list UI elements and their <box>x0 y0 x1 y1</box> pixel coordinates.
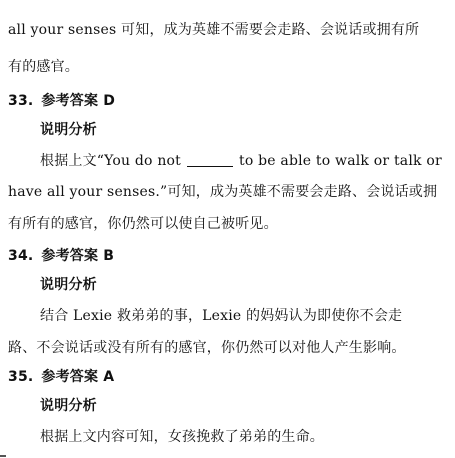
analysis-line: 路、不会说话或没有所有的感官，你仍然可以对他人产生影响。 <box>8 340 406 356</box>
analysis-label: 说明分析 <box>40 277 97 293</box>
answer-label: 参考答案 D <box>41 93 116 109</box>
analysis-label: 说明分析 <box>40 122 97 138</box>
analysis-text: 根据上文“You do not <box>40 153 181 169</box>
question-number: 35. <box>8 369 34 385</box>
paragraph-line: all your senses 可知，成为英雄不需要会走路、会说话或拥有所 <box>8 22 420 38</box>
question-number: 33. <box>8 93 34 109</box>
analysis-line <box>40 151 442 171</box>
question-35-heading <box>8 367 114 387</box>
answer-label: 参考答案 B <box>41 248 115 264</box>
analysis-label: 说明分析 <box>40 398 97 414</box>
question-33-heading <box>8 91 115 111</box>
question-number: 34. <box>8 248 34 264</box>
analysis-line: have all your senses.”可知，成为英雄不需要会走路、会说话或拥 <box>8 184 438 200</box>
paragraph-line: 有的感官。 <box>8 59 79 75</box>
fill-in-blank <box>187 152 233 167</box>
analysis-line: 根据上文内容可知，女孩挽救了弟弟的生命。 <box>40 429 324 445</box>
question-34-heading <box>8 246 114 266</box>
answer-label: 参考答案 A <box>41 369 115 385</box>
analysis-line: 有所有的感官，你仍然可以使自己被听见。 <box>8 216 278 232</box>
analysis-line: 结合 Lexie 救弟弟的事，Lexie 的妈妈认为即使你不会走 <box>40 308 403 324</box>
analysis-text: to be able to walk or talk or <box>239 153 442 169</box>
scan-edge-mark <box>0 455 6 457</box>
